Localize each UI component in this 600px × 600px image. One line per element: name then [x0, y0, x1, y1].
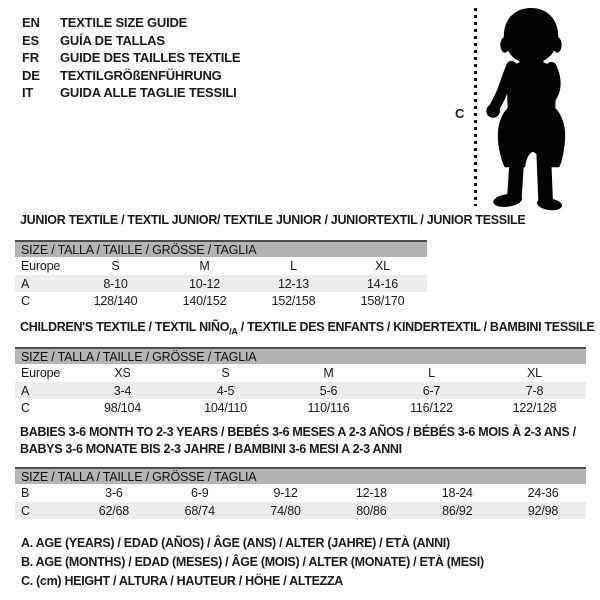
language-title: TEXTILE SIZE GUIDE — [60, 15, 188, 31]
language-header — [22, 14, 240, 102]
section-title — [15, 319, 595, 341]
table-cell: 74/80 — [270, 503, 301, 518]
height-measure-label: C — [455, 106, 465, 121]
junior-textile-section — [15, 212, 526, 309]
table-row — [15, 364, 586, 382]
language-code: DE — [22, 67, 40, 83]
title-subscript: /A — [229, 326, 238, 337]
table-cell: 9-12 — [273, 485, 298, 500]
table-row — [15, 502, 586, 520]
table-cell: 110/116 — [307, 401, 350, 416]
table-cell: 6-7 — [422, 383, 441, 398]
row-label: C — [21, 503, 30, 518]
size-header-bar: SIZE / TALLA / TAILLE / GRÖSSE / TAGLIA — [15, 347, 586, 364]
table-cell: 68/74 — [184, 503, 215, 518]
row-label: B — [21, 485, 30, 500]
table-cell: 122/128 — [512, 401, 557, 416]
table-rows — [15, 257, 427, 310]
table-cell: XL — [527, 365, 542, 380]
table-row — [15, 484, 586, 502]
table-rows — [15, 484, 586, 519]
table-rows — [15, 364, 586, 417]
table-cell: 24-36 — [527, 485, 559, 500]
section-title-line1: BABIES 3-6 MONTH TO 2-3 YEARS / BEBÉS 3-6 MESES A 2-3 AÑOS / BÉBÉS 3-6 MOIS À 2-3 ANS / — [20, 425, 576, 439]
row-label: A — [21, 276, 30, 291]
language-row-it — [22, 84, 240, 102]
table-cell: M — [199, 258, 210, 273]
table-cell: 4-5 — [216, 383, 235, 398]
table-cell: 92/98 — [527, 503, 559, 518]
toddler-silhouette-icon — [481, 6, 581, 212]
footnote-b: B. AGE (MONTHS) / EDAD (MESES) / ÂGE (MOIS) / ALTER (MONATE) / ETÀ (MESI) — [21, 555, 484, 569]
table-cell: 7-8 — [525, 383, 544, 398]
title-text: CHILDREN'S TEXTILE / TEXTIL NIÑO — [20, 320, 230, 334]
size-table — [15, 467, 586, 519]
table-cell: 3-6 — [105, 485, 123, 500]
language-code: IT — [22, 85, 34, 101]
size-table — [15, 347, 586, 417]
table-row — [15, 382, 586, 400]
table-cell: XS — [114, 365, 131, 380]
table-cell: 5-6 — [319, 383, 338, 398]
language-row-de — [22, 67, 240, 85]
table-cell: S — [221, 365, 230, 380]
language-row-fr — [22, 49, 240, 67]
table-cell: 104/110 — [204, 401, 247, 416]
table-cell: 86/92 — [442, 503, 473, 518]
table-cell: 6-9 — [191, 485, 209, 500]
table-row — [15, 275, 427, 293]
table-cell: S — [111, 258, 120, 273]
table-cell: 128/140 — [93, 294, 138, 309]
row-label: Europe — [21, 258, 61, 273]
table-cell: 158/170 — [360, 294, 405, 309]
title-text: / TEXTILE DES ENFANTS / KINDERTEXTIL / BAMBINI TESSILE — [237, 320, 595, 334]
table-cell: 152/158 — [271, 294, 316, 309]
table-cell: L — [290, 258, 297, 273]
table-cell: L — [428, 365, 435, 380]
table-cell: 12-18 — [355, 485, 387, 500]
language-title: TEXTILGRÖßENFÜHRUNG — [60, 67, 222, 83]
footnote-c: C. (cm) HEIGHT / ALTURA / HAUTEUR / HÖHE / ALTEZZA — [21, 574, 344, 588]
height-measure-dotted-line — [474, 8, 477, 206]
row-label: C — [21, 401, 30, 416]
footnotes — [21, 534, 484, 591]
language-row-es — [22, 32, 240, 50]
language-row-en — [22, 14, 240, 32]
table-row — [15, 292, 427, 310]
table-cell: 14-16 — [367, 276, 398, 291]
row-label: A — [21, 383, 30, 398]
table-cell: 140/152 — [182, 294, 227, 309]
table-cell: 8-10 — [103, 276, 128, 291]
row-label: Europe — [21, 365, 61, 380]
footnote-a: A. AGE (YEARS) / EDAD (AÑOS) / ÂGE (ANS) / ALTER (JAHRE) / ETÀ (ANNI) — [21, 536, 450, 550]
row-label: C — [21, 294, 30, 309]
table-cell: 10-12 — [189, 276, 220, 291]
table-cell: 12-13 — [278, 276, 309, 291]
table-row — [15, 257, 427, 275]
size-table — [15, 240, 427, 310]
table-cell: 18-24 — [441, 485, 473, 500]
table-cell: M — [323, 365, 334, 380]
babies-textile-section — [15, 424, 586, 518]
table-cell: 62/68 — [98, 503, 130, 518]
language-title: GUIDA ALLE TAGLIE TESSILI — [60, 85, 237, 101]
language-code: EN — [22, 15, 40, 31]
section-title-line2: BABYS 3-6 MONATE BIS 2-3 JAHRE / BAMBINI 3-6 MESI A 2-3 ANNI — [20, 442, 402, 456]
table-cell: 116/122 — [410, 401, 453, 416]
language-title: GUÍA DE TALLAS — [60, 32, 165, 48]
table-cell: 80/86 — [356, 503, 387, 518]
size-header-bar: SIZE / TALLA / TAILLE / GRÖSSE / TAGLIA — [15, 467, 586, 484]
table-cell: 3-4 — [113, 383, 132, 398]
childrens-textile-section — [15, 319, 595, 416]
size-header-bar: SIZE / TALLA / TAILLE / GRÖSSE / TAGLIA — [15, 240, 427, 257]
table-row — [15, 399, 586, 417]
language-code: ES — [22, 32, 39, 48]
language-title: GUIDE DES TAILLES TEXTILE — [60, 50, 241, 66]
section-title: JUNIOR TEXTILE / TEXTIL JUNIOR/ TEXTILE JUNIOR / JUNIORTEXTIL / JUNIOR TESSILE — [20, 213, 526, 227]
table-cell: XL — [375, 258, 390, 273]
table-cell: 98/104 — [103, 401, 142, 416]
language-code: FR — [22, 50, 39, 66]
